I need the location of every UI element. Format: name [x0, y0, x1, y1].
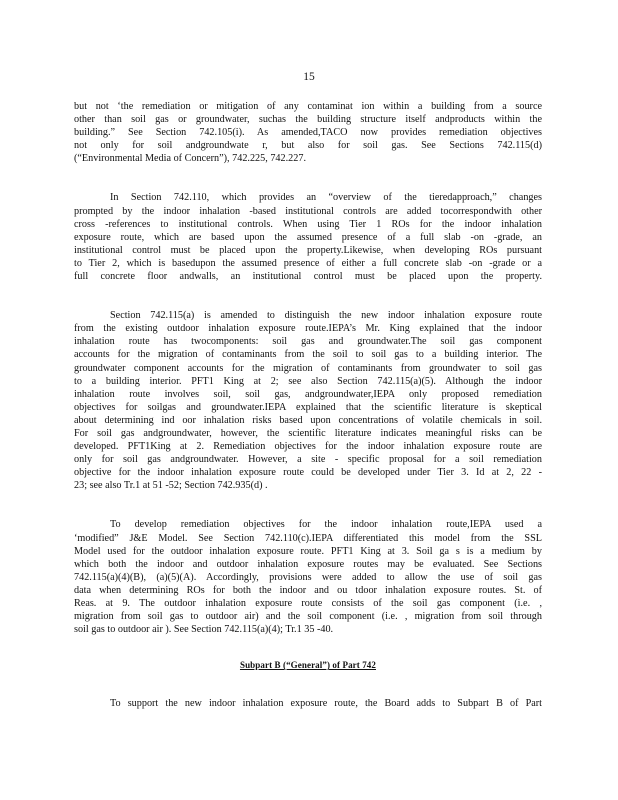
- paragraph-2: [74, 191, 542, 283]
- section-heading: [74, 659, 542, 671]
- paragraph-3: [74, 309, 542, 492]
- text-line: soil gas to outdoor air ). See Section 742.115(a)(4); Tr.1 35 -40.: [74, 624, 334, 636]
- paragraph-4: [74, 518, 542, 636]
- text-line: but not ‘the remediation or mitigation of any contaminat ion within a building from a source: [74, 101, 542, 112]
- paragraph-1: [74, 100, 542, 165]
- text-line: ‘modified” J&E Model. See Section 742.110(c).IEPA differentiated this model from the SSL: [74, 532, 542, 544]
- text-line: full concrete floor andwalls, an institutional control must be placed upon the property.: [74, 271, 542, 283]
- text-line: prompted by the indoor inhalation -based institutional controls are added tocorrespondwith other: [74, 205, 542, 217]
- text-line: about determining ind oor inhalation risks based upon concentrations of volatile chemicals in soil.: [74, 414, 542, 426]
- page-number: 15: [303, 71, 315, 83]
- text-line: inhalation route has twocomponents: soil gas and groundwater.The soil gas component: [74, 336, 542, 348]
- text-line: objective for the indoor inhalation exposure route could be developed under Tier 3. Id at 2, 22 -: [74, 467, 542, 479]
- text-line: exposure route, which are based upon the assumed presence of a full slab -on -grade, an: [74, 231, 542, 243]
- text-line: 23; see also Tr.1 at 51 -52; Section 742.935(d) .: [74, 480, 268, 492]
- paragraph-5: [74, 697, 542, 710]
- text-line: which both the indoor and outdoor inhalation exposure routes may be evaluated. See Sections: [74, 558, 542, 570]
- text-line: For soil gas andgroundwater, however, the scientific literature indicates meaningful risks can be: [74, 427, 542, 439]
- text-line: 742.115(a)(4)(B), (a)(5)(A). Accordingly, provisions were added to allow the use of soil gas: [74, 571, 542, 583]
- text-line: from the existing outdoor inhalation exposure route.IEPA’s Mr. King explained that the indoor: [74, 323, 542, 335]
- text-line: only for soil gas andgroundwater. However, a site - specific proposal for a soil remediation: [74, 454, 542, 466]
- text-line: developed. PFT1King at 2. Remediation objectives for the indoor inhalation exposure route are: [74, 441, 542, 453]
- text-line: to Tier 2, which is basedupon the assumed presence of either a full concrete slab -on -grade or a: [74, 257, 542, 269]
- text-line: data when determining ROs for both the indoor and ou tdoor inhalation exposure routes. St. of: [74, 584, 542, 596]
- text-line: migration from soil gas to outdoor air) and the soil component (i.e. , migration from soil through: [74, 611, 542, 623]
- document-body: [74, 98, 542, 710]
- text-line: objectives for soilgas and groundwater.IEPA explained that the scientific literature is skeptical: [74, 401, 542, 413]
- text-line: other than soil gas or groundwater, suchas the building structure itself andproducts within the: [74, 114, 542, 126]
- section-heading-text: Subpart B (“General”) of Part 742: [239, 660, 377, 671]
- text-line: To develop remediation objectives for the indoor inhalation route,IEPA used a: [110, 519, 542, 531]
- text-line: inhalation route involves soil, soil gas, andgroundwater,IEPA only proposed remediation: [74, 388, 542, 400]
- text-line: (“Environmental Media of Concern”), 742.225, 742.227.: [74, 153, 306, 165]
- text-line: to a building interior. PFT1 King at 2; see also Section 742.115(a)(5). Although the indoor: [74, 375, 542, 387]
- text-line: Section 742.115(a) is amended to distinguish the new indoor inhalation exposure route: [110, 310, 542, 322]
- text-line: Reas. at 9. The outdoor inhalation exposure route consists of the soil gas component (i.e. ,: [74, 598, 542, 609]
- text-line: accounts for the migration of contaminants from the soil to soil gas to a building interior. The: [74, 349, 542, 361]
- text-line: not only for soil andgroundwate r, but also for soil gas. See Sections 742.115(d): [74, 140, 542, 152]
- text-line: To support the new indoor inhalation exposure route, the Board adds to Subpart B of Part: [110, 698, 542, 710]
- text-line: institutional control must be placed upon the property.Likewise, when developing ROs pursuant: [74, 244, 542, 256]
- text-line: cross -references to institutional controls. When using Tier 1 ROs for the indoor inhalation: [74, 218, 542, 230]
- text-line: In Section 742.110, which provides an “overview of the tieredapproach,” changes: [110, 192, 542, 204]
- text-line: Model used for the outdoor inhalation exposure route. PFT1 King at 3. Soil ga s is a medium by: [74, 545, 542, 557]
- text-line: building.” See Section 742.105(i). As amended,TACO now provides remediation objectives: [74, 127, 542, 139]
- text-line: groundwater component accounts for the migration of contaminants from groundwater to soil gas: [74, 362, 542, 374]
